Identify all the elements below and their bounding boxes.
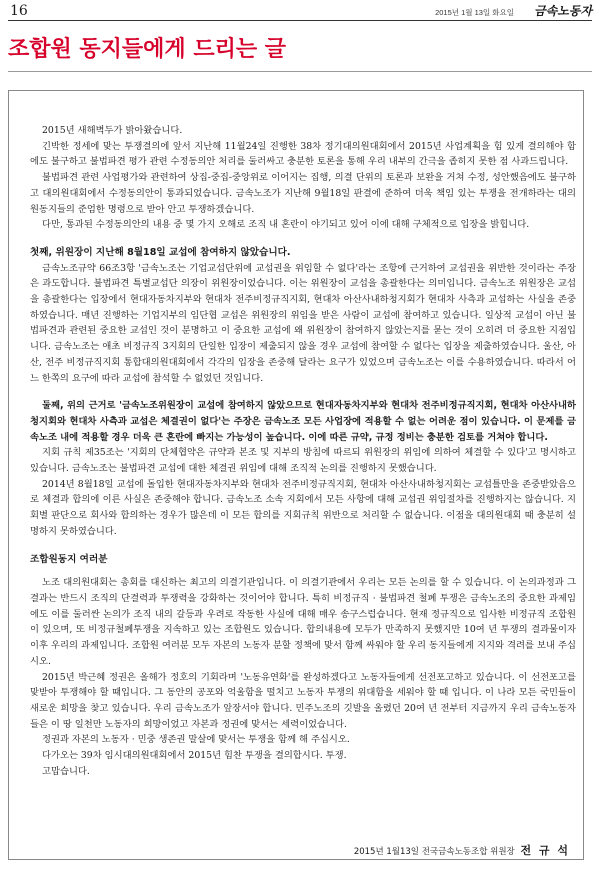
section3-paragraph: 고맙습니다. bbox=[42, 765, 90, 777]
headline: 조합원 동지들에게 드리는 글 bbox=[8, 37, 287, 62]
intro-paragraph: 2015년 새해벽두가 밝아왔습니다. bbox=[42, 125, 183, 136]
section3-paragraph: 정권과 자본의 노동자 · 민중 생존권 말살에 맞서는 투쟁을 함께 해 주십시오. bbox=[42, 734, 350, 746]
newspaper-logo: 금속노동자 bbox=[534, 4, 592, 18]
intro-paragraph: 긴박한 정세에 맞는 투쟁결의에 앞서 지난해 11월24일 진행한 38차 정기대의원대회에서 2015년 사업계획을 힘 있게 결의해야 함에도 불구하고 불법파견 평가 관련 수정동의안 처리를 둘러싸고 충분한 토론을 통해 우리 내부의 간극을 좁히지 못한 점 사과드립니다. bbox=[30, 140, 576, 168]
signature-name: 전 규 석 bbox=[520, 844, 570, 857]
section3-paragraph: 2015년 박근혜 정권은 올해가 정호의 기회라며 '노동유연화'를 완성하겠다고 노동자들에게 선전포고하고 있습니다. 이 선전포고를 맞받아 투쟁해야 할 때입니다. 그 동안의 공포와 억울함을 떨치고 노동자 투쟁의 위대함을 세워야 할 때 입니다. 이 나라 모든 국민들이 새로운 희망을 찾고 있습니다. 우리 금속노조가 앞장서야 합니다. 민주노조의 깃발을 올렸던 20여 년 전부터 지금까지 우리 금속노동자들은 이 땅 일천만 노동자의 희망이었고 자본과 정권에 맞서는 세력이었습니다. bbox=[30, 671, 576, 730]
section-heading-2: 둘째, 위의 근거로 '금속노조위원장이 교섭에 참여하지 않았으므로 현대자동차지부와 현대차 전주비정규직지회, 현대차 아산사내하청지회와 현대차 사측과 교섭은 체결권이 없다'는 주장은 금속노조 모든 사업장에 적용할 수 없는 어려운 점이 있습니다. 이 문제를 금속노조 내에 적용할 경우 더욱 큰 혼란에 빠지는 가능성이 높습니다. 이에 따른 규약, 규정 정비는 충분한 검토를 거쳐야 합니다. bbox=[30, 400, 576, 443]
section2-paragraph: 지회 규칙 제35조는 '지회의 단체협약은 규약과 본조 및 지부의 방침에 따르되 위원장의 위임에 의하여 체결할 수 있다'고 명시하고 있습니다. 금속노조는 불법파견 교섭에 대한 체결권 위임에 대해 조직적 논의를 진행하지 못했습니다. bbox=[30, 447, 576, 475]
letter-body bbox=[30, 123, 576, 779]
signature bbox=[354, 842, 570, 858]
section-heading-3: 조합원동지 여러분 bbox=[30, 553, 108, 565]
section-heading-1: 첫째, 위원장이 지난해 8월18일 교섭에 참여하지 않았습니다. bbox=[30, 246, 291, 258]
intro-paragraph: 다만, 통과된 수정동의안의 내용 중 몇 가지 오해로 조직 내 혼란이 야기되고 있어 이에 대해 구체적으로 입장을 밝힙니다. bbox=[42, 219, 530, 231]
masthead bbox=[0, 0, 600, 20]
page-number: 16 bbox=[10, 3, 28, 19]
section3-paragraph: 다가오는 39차 임시대의원대회에서 2015년 힘찬 투쟁을 결의합시다. 투쟁. bbox=[42, 750, 347, 762]
masthead-rule bbox=[8, 20, 592, 21]
headline-rule bbox=[8, 71, 592, 72]
signature-text: 2015년 1월13일 전국금속노동조합 위원장 bbox=[353, 847, 515, 857]
intro-paragraph: 불법파견 관련 사업평가와 관련하여 상집-중집-중앙위로 이어지는 집행, 의결 단위의 토론과 보완을 거쳐 수정, 성안했음에도 불구하고 대의원대회에서 수정동의안이 통과되었습니다. 금속노조가 지난해 9월18일 판결에 준하여 더욱 책임 있는 투쟁을 전개하라는 대의원동지들의 준엄한 명령으로 받아 안고 투쟁하겠습니다. bbox=[30, 172, 576, 215]
section2-paragraph: 2014년 8월18일 교섭에 돌입한 현대자동차지부와 현대차 전주비정규직지회, 현대차 아산사내하청지회는 교섭틀만을 존중받았음으로 체결과 합의에 이른 사실은 존중해야 합니다. 금속노조 소속 지회에서 모든 사항에 대해 교섭권 위임절차를 진행하지는 않습니다. 지회별 판단으로 회사와 합의하는 경우가 많은데 이 모든 합의를 지회규칙 위반으로 처리할 수 없습니다. 이점을 대의원대회 때 충분히 설명하지 못하였습니다. bbox=[30, 478, 576, 537]
issue-date: 2015년 1월 13일 화요일 bbox=[435, 8, 514, 17]
section3-paragraph: 노조 대의원대회는 총회를 대신하는 최고의 의결기관입니다. 이 의결기관에서 우리는 모든 논의를 할 수 있습니다. 이 논의과정과 그 결과는 반드시 조직의 단결력과 투쟁력을 강화하는 것이어야 합니다. 특히 비정규직 · 불법파견 철폐 투쟁은 금속노조의 중요한 과제임에도 이를 둘러싼 논의가 조직 내의 갈등과 우려로 작동한 사실에 대해 매우 송구스럽습니다. 현재 정규직으로 입사한 비정규직 조합원이 있으며, 또 비정규철폐투쟁을 지속하고 있는 조합원도 있습니다. 합의내용에 모두가 만족하지 못했지만 10여 년 투쟁의 결과물이자 이후 우리의 과제입니다. 조합원 여러분 모두 자본의 노동자 분할 정책에 맞서 함께 싸워야 할 우리 동지들에게 지지와 격려를 보내 주십시오. bbox=[30, 577, 576, 667]
section1-paragraph: 금속노조규약 66조3항 '금속노조는 기업교섭단위에 교섭권을 위임할 수 없다'라는 조항에 근거하여 교섭권을 위반한 것이라는 주장은 과도합니다. 불법파견 특별교섭단 의장이 위원장이었습니다. 이는 위원장이 교섭을 총괄한다는 의미입니다. 금속노조 위원장은 교섭을 총괄한다는 입장에서 현대자동차지부와 현대차 전주비정규직지회, 현대차 아산사내하청지회가 현대차 사측과 교섭하는 사실을 존중하였습니다. 매년 진행하는 기업지부의 임단협 교섭은 위원장의 위임을 받은 사람이 교섭에 참여하고 있습니다. 일상적 교섭이 아닌 불법파견과 관련된 중요한 교섭인 것이 분명하고 이 중요한 교섭에 왜 위원장이 참여하지 않았는지를 묻는 것이 오히려 더 중요한 지점입니다. 금속노조는 애초 비정규직 3지회의 단일한 입장이 제출되지 않을 경우 교섭에 참여할 수 없다는 입장을 제출하였습니다. 울산, 아산, 전주 비정규직지회 통합대의원대회에서 각각의 입장을 존중해 달라는 요구가 있었으며 금속노조는 이를 수용하였습니다. 따라서 어느 한쪽의 요구에 따라 교섭에 참석할 수 없었던 것입니다. bbox=[30, 262, 576, 384]
